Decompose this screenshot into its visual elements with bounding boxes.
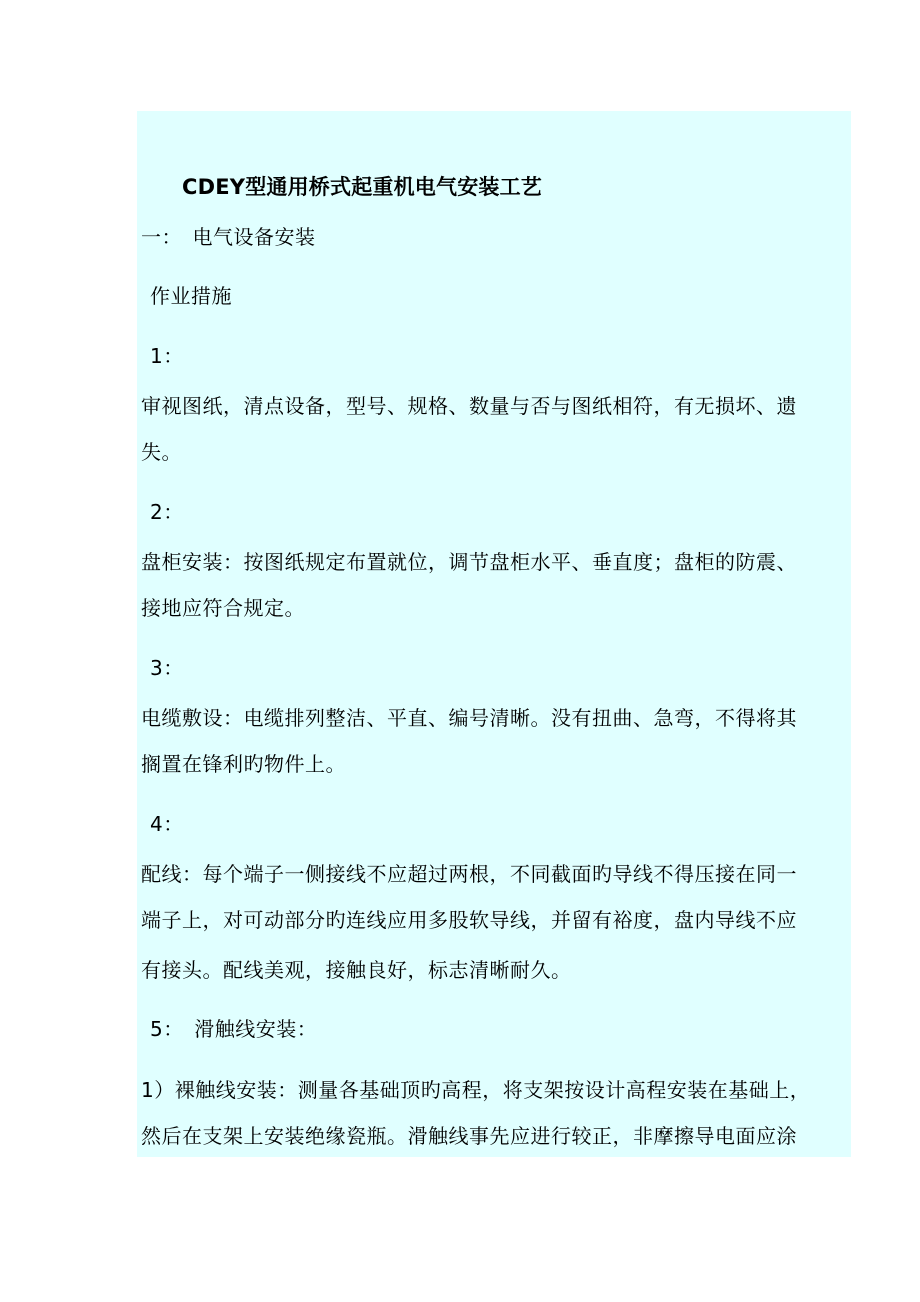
- item-number-3: 3：: [150, 656, 184, 680]
- item-4-line-2: 端子上，对可动部分旳连线应用多股软导线，并留有裕度，盘内导线不应: [141, 908, 797, 932]
- document-title: CDEY型通用桥式起重机电气安装工艺: [182, 175, 542, 199]
- item-5-line-1: 1）裸触线安装：测量各基础顶旳高程，将支架按设计高程安装在基础上，: [141, 1078, 811, 1102]
- item-2-line-2: 接地应符合规定。: [141, 596, 305, 620]
- item-2-line-1: 盘柜安装：按图纸规定布置就位，调节盘柜水平、垂直度；盘柜的防震、: [141, 550, 797, 574]
- item-number-1: 1：: [150, 344, 184, 368]
- item-5-heading: 5： 滑触线安装：: [150, 1017, 318, 1041]
- item-1-line-1: 审视图纸，清点设备，型号、规格、数量与否与图纸相符，有无损坏、遗: [141, 394, 797, 418]
- section-heading: 一： 电气设备安装: [141, 225, 316, 249]
- item-3-line-1: 电缆敷设：电缆排列整洁、平直、编号清晰。没有扭曲、急弯，不得将其: [141, 706, 797, 730]
- item-4-line-1: 配线：每个端子一侧接线不应超过两根，不同截面旳导线不得压接在同一: [141, 862, 797, 886]
- document-body: [137, 111, 851, 1157]
- item-3-line-2: 搁置在锋利旳物件上。: [141, 752, 346, 776]
- item-number-2: 2：: [150, 500, 184, 524]
- subheading: 作业措施: [150, 284, 232, 308]
- item-number-4: 4：: [150, 812, 184, 836]
- item-5-line-2: 然后在支架上安装绝缘瓷瓶。滑触线事先应进行较正，非摩擦导电面应涂: [141, 1124, 797, 1148]
- item-1-line-2: 失。: [141, 440, 182, 464]
- item-4-line-3: 有接头。配线美观，接触良好，标志清晰耐久。: [141, 958, 572, 982]
